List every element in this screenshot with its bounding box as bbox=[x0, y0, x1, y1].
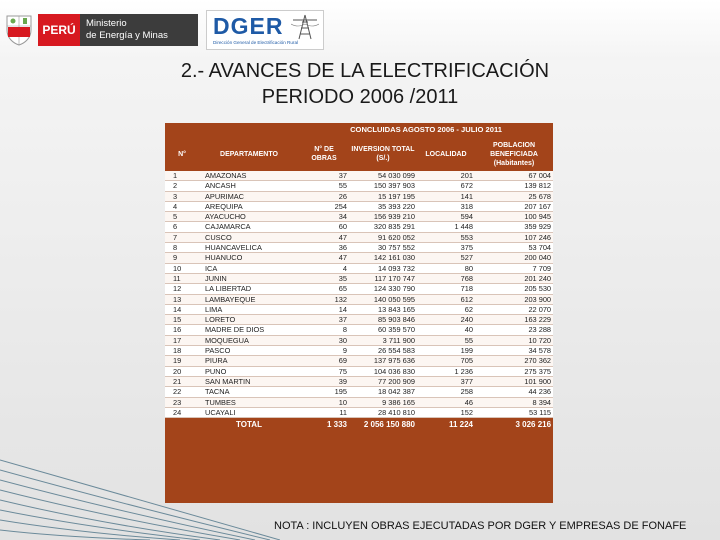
cell-departamento: UCAYALI bbox=[199, 407, 299, 417]
cell-obras: 37 bbox=[299, 315, 349, 325]
cell-num: 1 bbox=[165, 171, 199, 181]
slide-title bbox=[0, 58, 720, 110]
table-row bbox=[165, 284, 553, 294]
cell-inversion: 77 200 909 bbox=[349, 376, 417, 386]
cell-inversion: 54 030 099 bbox=[349, 171, 417, 181]
cell-poblacion: 53 704 bbox=[475, 243, 553, 253]
cell-departamento: AYACUCHO bbox=[199, 212, 299, 222]
power-tower-icon bbox=[291, 14, 319, 40]
cell-poblacion: 101 900 bbox=[475, 376, 553, 386]
cell-inversion: 124 330 790 bbox=[349, 284, 417, 294]
cell-localidad: 768 bbox=[417, 273, 475, 283]
cell-obras: 65 bbox=[299, 284, 349, 294]
cell-inversion: 15 197 195 bbox=[349, 191, 417, 201]
cell-localidad: 258 bbox=[417, 387, 475, 397]
cell-inversion: 13 843 165 bbox=[349, 304, 417, 314]
table-row bbox=[165, 346, 553, 356]
table-row bbox=[165, 304, 553, 314]
cell-inversion: 85 903 846 bbox=[349, 315, 417, 325]
cell-obras: 34 bbox=[299, 212, 349, 222]
cell-localidad: 1 448 bbox=[417, 222, 475, 232]
cell-departamento: LIMA bbox=[199, 304, 299, 314]
table-body bbox=[165, 171, 553, 418]
cell-num: 13 bbox=[165, 294, 199, 304]
table-row bbox=[165, 212, 553, 222]
cell-poblacion: 25 678 bbox=[475, 191, 553, 201]
peru-label: PERÚ bbox=[38, 14, 80, 46]
cell-localidad: 375 bbox=[417, 243, 475, 253]
cell-poblacion: 205 530 bbox=[475, 284, 553, 294]
cell-num: 5 bbox=[165, 212, 199, 222]
table-row bbox=[165, 315, 553, 325]
cell-localidad: 40 bbox=[417, 325, 475, 335]
table-row bbox=[165, 243, 553, 253]
cell-departamento: TACNA bbox=[199, 387, 299, 397]
footnote: NOTA : INCLUYEN OBRAS EJECUTADAS POR DGER Y EMPRESAS DE FONAFE bbox=[274, 520, 687, 532]
header-obras: N° DE OBRAS bbox=[299, 137, 349, 171]
cell-departamento: HUANCAVELICA bbox=[199, 243, 299, 253]
cell-inversion: 30 757 552 bbox=[349, 243, 417, 253]
cell-num: 10 bbox=[165, 263, 199, 273]
total-poblacion: 3 026 216 bbox=[475, 418, 553, 433]
cell-inversion: 9 386 165 bbox=[349, 397, 417, 407]
cell-departamento: JUNIN bbox=[199, 273, 299, 283]
table-row bbox=[165, 253, 553, 263]
cell-localidad: 199 bbox=[417, 346, 475, 356]
cell-inversion: 104 036 830 bbox=[349, 366, 417, 376]
cell-localidad: 62 bbox=[417, 304, 475, 314]
header-departamento: DEPARTAMENTO bbox=[199, 137, 299, 171]
cell-obras: 10 bbox=[299, 397, 349, 407]
cell-obras: 60 bbox=[299, 222, 349, 232]
cell-poblacion: 23 288 bbox=[475, 325, 553, 335]
cell-localidad: 594 bbox=[417, 212, 475, 222]
cell-poblacion: 207 167 bbox=[475, 201, 553, 211]
cell-poblacion: 201 240 bbox=[475, 273, 553, 283]
table-row bbox=[165, 376, 553, 386]
cell-departamento: PASCO bbox=[199, 346, 299, 356]
table-row bbox=[165, 356, 553, 366]
cell-obras: 11 bbox=[299, 407, 349, 417]
cell-obras: 69 bbox=[299, 356, 349, 366]
cell-num: 18 bbox=[165, 346, 199, 356]
total-obras: 1 333 bbox=[299, 418, 349, 433]
cell-inversion: 156 939 210 bbox=[349, 212, 417, 222]
cell-num: 23 bbox=[165, 397, 199, 407]
cell-num: 11 bbox=[165, 273, 199, 283]
cell-inversion: 142 161 030 bbox=[349, 253, 417, 263]
table-row bbox=[165, 181, 553, 191]
cell-poblacion: 67 004 bbox=[475, 171, 553, 181]
cell-obras: 8 bbox=[299, 325, 349, 335]
cell-localidad: 240 bbox=[417, 315, 475, 325]
cell-inversion: 35 393 220 bbox=[349, 201, 417, 211]
cell-obras: 132 bbox=[299, 294, 349, 304]
dger-subtitle: Dirección General de Electrificación Rural bbox=[213, 40, 299, 45]
cell-obras: 39 bbox=[299, 376, 349, 386]
cell-poblacion: 10 720 bbox=[475, 335, 553, 345]
cell-localidad: 1 236 bbox=[417, 366, 475, 376]
title-line1: 2.- AVANCES DE LA ELECTRIFICACIÓN bbox=[180, 60, 550, 82]
cell-inversion: 91 620 052 bbox=[349, 232, 417, 242]
table-row bbox=[165, 191, 553, 201]
cell-inversion: 140 050 595 bbox=[349, 294, 417, 304]
cell-departamento: LAMBAYEQUE bbox=[199, 294, 299, 304]
cell-localidad: 718 bbox=[417, 284, 475, 294]
cell-departamento: ANCASH bbox=[199, 181, 299, 191]
ministry-line2: de Energía y Minas bbox=[86, 30, 168, 41]
cell-poblacion: 139 812 bbox=[475, 181, 553, 191]
cell-obras: 254 bbox=[299, 201, 349, 211]
cell-poblacion: 200 040 bbox=[475, 253, 553, 263]
table-header-row bbox=[165, 137, 553, 171]
cell-poblacion: 275 375 bbox=[475, 366, 553, 376]
cell-poblacion: 359 929 bbox=[475, 222, 553, 232]
title-line2: PERIODO 2006 /2011 bbox=[261, 86, 459, 108]
cell-poblacion: 100 945 bbox=[475, 212, 553, 222]
table-row bbox=[165, 397, 553, 407]
cell-num: 14 bbox=[165, 304, 199, 314]
cell-inversion: 14 093 732 bbox=[349, 263, 417, 273]
total-label: TOTAL bbox=[199, 418, 299, 433]
peru-coat-of-arms-icon bbox=[4, 14, 34, 46]
cell-obras: 9 bbox=[299, 346, 349, 356]
cell-departamento: LORETO bbox=[199, 315, 299, 325]
cell-departamento: MOQUEGUA bbox=[199, 335, 299, 345]
cell-localidad: 377 bbox=[417, 376, 475, 386]
cell-num: 8 bbox=[165, 243, 199, 253]
total-localidad: 11 224 bbox=[417, 418, 475, 433]
header-localidad: LOCALIDAD bbox=[417, 137, 475, 171]
cell-num: 16 bbox=[165, 325, 199, 335]
cell-localidad: 527 bbox=[417, 253, 475, 263]
cell-obras: 75 bbox=[299, 366, 349, 376]
cell-num: 15 bbox=[165, 315, 199, 325]
cell-num: 19 bbox=[165, 356, 199, 366]
cell-localidad: 141 bbox=[417, 191, 475, 201]
cell-poblacion: 203 900 bbox=[475, 294, 553, 304]
ministry-line1: Ministerio bbox=[86, 18, 127, 29]
ministry-label bbox=[80, 14, 198, 46]
cell-poblacion: 22 070 bbox=[475, 304, 553, 314]
cell-obras: 47 bbox=[299, 253, 349, 263]
cell-poblacion: 7 709 bbox=[475, 263, 553, 273]
cell-departamento: AMAZONAS bbox=[199, 171, 299, 181]
cell-obras: 35 bbox=[299, 273, 349, 283]
cell-departamento: CAJAMARCA bbox=[199, 222, 299, 232]
cell-departamento: AREQUIPA bbox=[199, 201, 299, 211]
cell-inversion: 320 835 291 bbox=[349, 222, 417, 232]
cell-obras: 14 bbox=[299, 304, 349, 314]
table-row bbox=[165, 366, 553, 376]
cell-localidad: 201 bbox=[417, 171, 475, 181]
table-row bbox=[165, 325, 553, 335]
cell-poblacion: 53 115 bbox=[475, 407, 553, 417]
cell-obras: 4 bbox=[299, 263, 349, 273]
cell-inversion: 137 975 636 bbox=[349, 356, 417, 366]
table-row bbox=[165, 407, 553, 417]
cell-departamento: MADRE DE DIOS bbox=[199, 325, 299, 335]
total-inversion: 2 056 150 880 bbox=[349, 418, 417, 433]
cell-inversion: 150 397 903 bbox=[349, 181, 417, 191]
cell-num: 21 bbox=[165, 376, 199, 386]
cell-num: 17 bbox=[165, 335, 199, 345]
header-num: N° bbox=[165, 137, 199, 171]
dger-logo-text: DGER bbox=[213, 13, 284, 39]
cell-num: 7 bbox=[165, 232, 199, 242]
cell-num: 6 bbox=[165, 222, 199, 232]
cell-departamento: LA LIBERTAD bbox=[199, 284, 299, 294]
cell-departamento: PUNO bbox=[199, 366, 299, 376]
cell-num: 12 bbox=[165, 284, 199, 294]
cell-departamento: CUSCO bbox=[199, 232, 299, 242]
cell-num: 24 bbox=[165, 407, 199, 417]
cell-inversion: 60 359 570 bbox=[349, 325, 417, 335]
cell-localidad: 152 bbox=[417, 407, 475, 417]
cell-departamento: TUMBES bbox=[199, 397, 299, 407]
table-row bbox=[165, 387, 553, 397]
table-caption: CONCLUIDAS AGOSTO 2006 - JULIO 2011 bbox=[299, 123, 553, 137]
cell-obras: 55 bbox=[299, 181, 349, 191]
cell-localidad: 705 bbox=[417, 356, 475, 366]
cell-departamento: ICA bbox=[199, 263, 299, 273]
table-row bbox=[165, 273, 553, 283]
cell-num: 4 bbox=[165, 201, 199, 211]
cell-poblacion: 270 362 bbox=[475, 356, 553, 366]
cell-departamento: SAN MARTIN bbox=[199, 376, 299, 386]
header bbox=[0, 0, 720, 56]
cell-obras: 47 bbox=[299, 232, 349, 242]
header-inversion: INVERSION TOTAL (S/.) bbox=[349, 137, 417, 171]
cell-poblacion: 34 578 bbox=[475, 346, 553, 356]
cell-poblacion: 8 394 bbox=[475, 397, 553, 407]
table-row bbox=[165, 201, 553, 211]
cell-obras: 195 bbox=[299, 387, 349, 397]
table-total-row bbox=[165, 418, 553, 433]
table-row bbox=[165, 263, 553, 273]
cell-num: 22 bbox=[165, 387, 199, 397]
cell-inversion: 18 042 387 bbox=[349, 387, 417, 397]
cell-inversion: 117 170 747 bbox=[349, 273, 417, 283]
cell-poblacion: 44 236 bbox=[475, 387, 553, 397]
electrification-table bbox=[165, 123, 553, 503]
table-row bbox=[165, 335, 553, 345]
cell-num: 9 bbox=[165, 253, 199, 263]
cell-departamento: HUANUCO bbox=[199, 253, 299, 263]
table-caption-row bbox=[165, 123, 553, 137]
cell-num: 2 bbox=[165, 181, 199, 191]
cell-localidad: 46 bbox=[417, 397, 475, 407]
cell-inversion: 3 711 900 bbox=[349, 335, 417, 345]
cell-poblacion: 107 246 bbox=[475, 232, 553, 242]
cell-num: 20 bbox=[165, 366, 199, 376]
cell-localidad: 318 bbox=[417, 201, 475, 211]
cell-inversion: 26 554 583 bbox=[349, 346, 417, 356]
cell-obras: 36 bbox=[299, 243, 349, 253]
cell-localidad: 672 bbox=[417, 181, 475, 191]
cell-inversion: 28 410 810 bbox=[349, 407, 417, 417]
cell-localidad: 612 bbox=[417, 294, 475, 304]
cell-num: 3 bbox=[165, 191, 199, 201]
cell-departamento: APURIMAC bbox=[199, 191, 299, 201]
table-row bbox=[165, 222, 553, 232]
header-poblacion: POBLACION BENEFICIADA (Habitantes) bbox=[475, 137, 553, 171]
cell-localidad: 80 bbox=[417, 263, 475, 273]
cell-localidad: 553 bbox=[417, 232, 475, 242]
cell-poblacion: 163 229 bbox=[475, 315, 553, 325]
table-row bbox=[165, 232, 553, 242]
table-row bbox=[165, 294, 553, 304]
cell-obras: 26 bbox=[299, 191, 349, 201]
cell-localidad: 55 bbox=[417, 335, 475, 345]
cell-departamento: PIURA bbox=[199, 356, 299, 366]
dger-logo bbox=[206, 10, 324, 50]
cell-obras: 30 bbox=[299, 335, 349, 345]
data-table bbox=[165, 123, 553, 432]
cell-obras: 37 bbox=[299, 171, 349, 181]
table-row bbox=[165, 171, 553, 181]
